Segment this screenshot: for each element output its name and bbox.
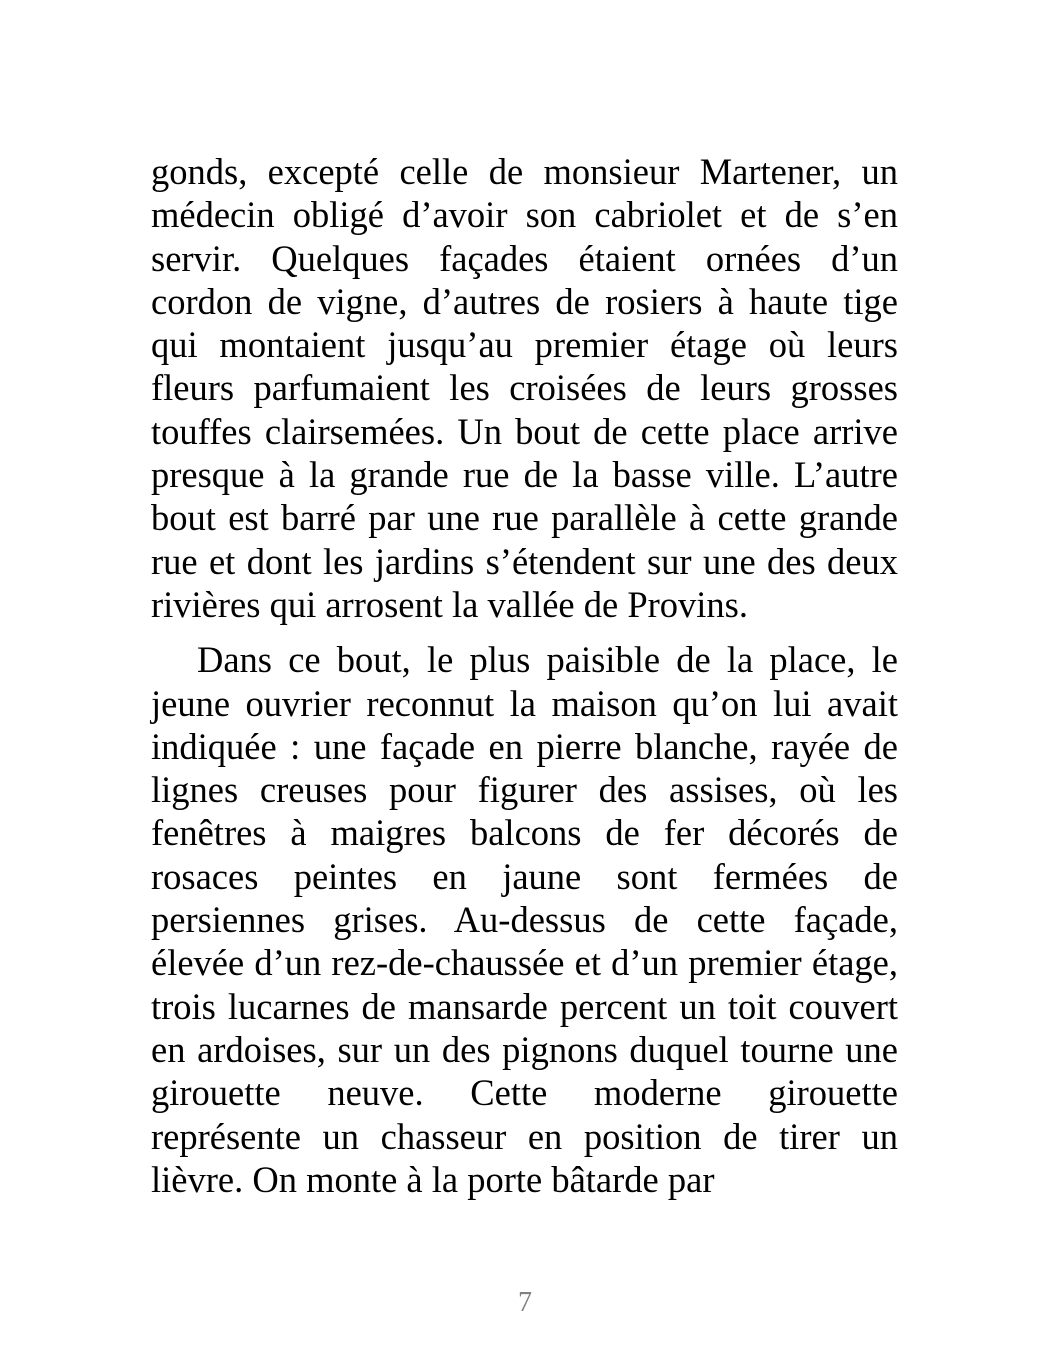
page-number: 7 [518, 1287, 532, 1318]
paragraph: Dans ce bout, le plus paisible de la place, le jeune ouvrier reconnut la maison qu’on lui avait indiquée : une façade en pierre blanche, rayée de lignes creuses pour figurer des assises, où les fenêtres à maigres balcons de fer décorés de rosaces peintes en jaune sont fermées de persiennes grises. Au-dessus de cette façade, élevée d’un rez-de-chaussée et d’un premier étage, trois lucarnes de mansarde percent un toit couvert en ardoises, sur un des pignons duquel tourne une girouette neuve. Cette moderne girouette représente un chasseur en position de tirer un lièvre. On monte à la porte bâtarde par [151, 639, 898, 1200]
paragraph-continued: gonds, excepté celle de monsieur Martener, un médecin obligé d’avoir son cabriolet et de s’en servir. Quelques façades étaient ornées d’un cordon de vigne, d’autres de rosiers à haute tige qui montaient jusqu’au premier étage où leurs fleurs parfumaient les croisées de leurs grosses touffes clairsemées. Un bout de cette place arrive presque à la grande rue de la basse ville. L’autre bout est barré par une rue parallèle à cette grande rue et dont les jardins s’étendent sur une des deux rivières qui arrosent la vallée de Provins. [151, 151, 898, 625]
page-body [151, 150, 898, 1201]
